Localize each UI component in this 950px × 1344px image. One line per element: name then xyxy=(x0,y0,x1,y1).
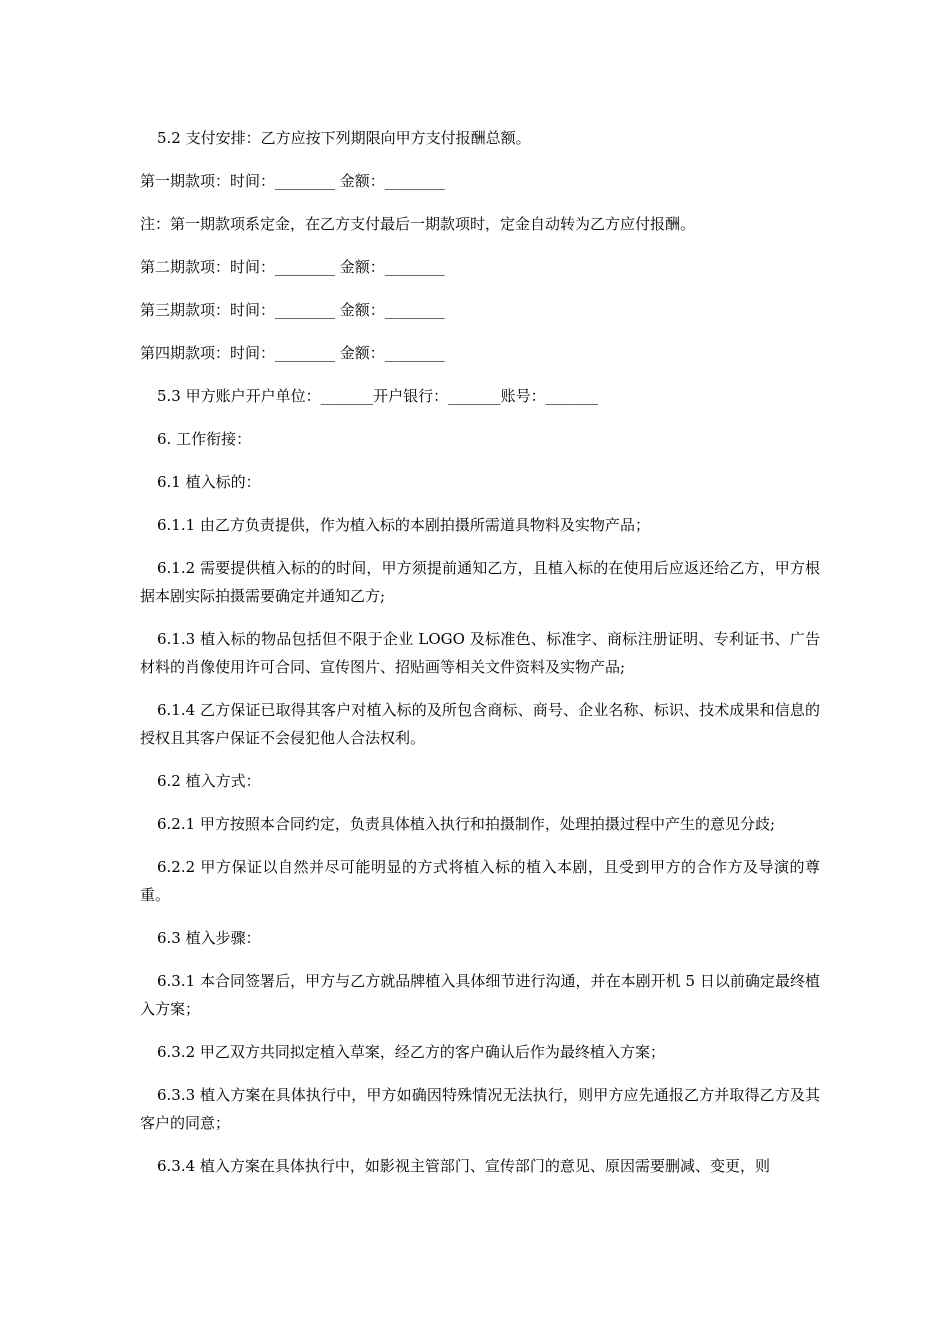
clause-6-2-1: 6.2.1 甲方按照本合同约定，负责具体植入执行和拍摄制作，处理拍摄过程中产生的意见分歧; xyxy=(157,815,775,833)
clause-6-1-2: 6.1.2 需要提供植入标的的时间，甲方须提前通知乙方，且植入标的在使用后应返还给乙方，甲方根据本剧实际拍摄需要确定并通知乙方; xyxy=(140,559,820,605)
clause-5-3: 5.3 甲方账户开户单位：_______开户银行：_______账号：_______ xyxy=(157,387,599,405)
clause-6-3-2: 6.3.2 甲乙双方共同拟定植入草案，经乙方的客户确认后作为最终植入方案； xyxy=(157,1043,665,1061)
clause-6-1: 6.1 植入标的： xyxy=(157,473,261,491)
section-6-heading: 6. 工作衔接： xyxy=(157,430,252,448)
clause-6-1-4: 6.1.4 乙方保证已取得其客户对植入标的及所包含商标、商号、企业名称、标识、技术成果和信息的授权且其客户保证不会侵犯他人合法权利。 xyxy=(140,701,820,747)
document-body xyxy=(140,124,820,1195)
clause-6-2: 6.2 植入方式： xyxy=(157,772,261,790)
clause-6-1-1: 6.1.1 由乙方负责提供，作为植入标的本剧拍摄所需道具物料及实物产品； xyxy=(157,516,650,534)
clause-6-3: 6.3 植入步骤： xyxy=(157,929,261,947)
clause-6-1-3: 6.1.3 植入标的物品包括但不限于企业 LOGO 及标准色、标准字、商标注册证明、专利证书、广告材料的肖像使用许可合同、宣传图片、招贴画等相关文件资料及实物产品; xyxy=(140,630,820,676)
clause-6-3-1: 6.3.1 本合同签署后，甲方与乙方就品牌植入具体细节进行沟通，并在本剧开机 5 日以前确定最终植入方案； xyxy=(140,972,820,1018)
payment-installment-1: 第一期款项：时间：________ 金额：________ xyxy=(140,172,445,190)
payment-installment-2: 第二期款项：时间：________ 金额：________ xyxy=(140,258,445,276)
clause-5-2: 5.2 支付安排：乙方应按下列期限向甲方支付报酬总额。 xyxy=(157,129,531,147)
payment-installment-4: 第四期款项：时间：________ 金额：________ xyxy=(140,344,445,362)
clause-6-3-4: 6.3.4 植入方案在具体执行中，如影视主管部门、宣传部门的意见、原因需要删减、变更，则 xyxy=(157,1157,770,1175)
payment-installment-3: 第三期款项：时间：________ 金额：________ xyxy=(140,301,445,319)
clause-6-2-2: 6.2.2 甲方保证以自然并尽可能明显的方式将植入标的植入本剧，且受到甲方的合作方及导演的尊重。 xyxy=(140,858,820,904)
deposit-note: 注：第一期款项系定金，在乙方支付最后一期款项时，定金自动转为乙方应付报酬。 xyxy=(140,215,696,233)
clause-6-3-3: 6.3.3 植入方案在具体执行中，甲方如确因特殊情况无法执行，则甲方应先通报乙方并取得乙方及其客户的同意； xyxy=(140,1086,820,1132)
